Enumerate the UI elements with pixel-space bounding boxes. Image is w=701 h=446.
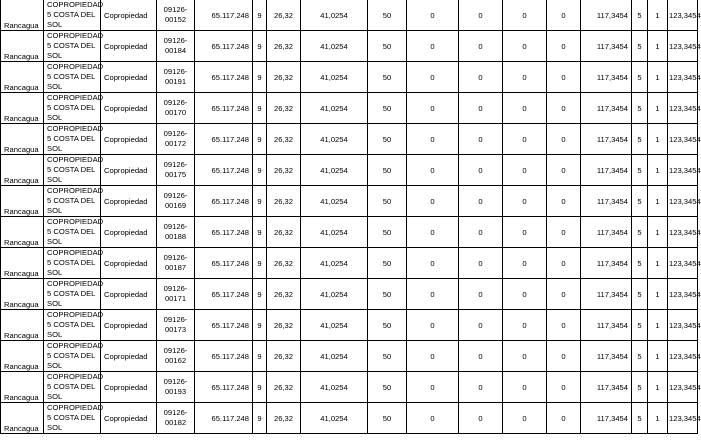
cell-amount[interactable]: 65.117.248	[195, 0, 253, 31]
table-row	[1, 186, 698, 217]
cell-base[interactable]: 50	[368, 124, 407, 155]
cell-count[interactable]: 9	[253, 0, 267, 31]
cell-amount[interactable]: 65.117.248	[195, 124, 253, 155]
cell-city[interactable]: Rancagua	[1, 186, 44, 217]
table-row	[1, 279, 698, 310]
cell-total1[interactable]: 117,3454	[581, 217, 632, 248]
cell-rate[interactable]: 26,32	[267, 372, 301, 403]
cell-n2[interactable]: 1	[648, 93, 668, 124]
cell-count[interactable]: 9	[253, 372, 267, 403]
cell-col-b[interactable]: 0	[459, 186, 503, 217]
cell-n2[interactable]: 1	[648, 279, 668, 310]
cell-type[interactable]: Copropiedad	[101, 372, 157, 403]
cell-col-b[interactable]: 0	[459, 155, 503, 186]
cell-col-c[interactable]: 0	[503, 93, 547, 124]
cell-city[interactable]: Rancagua	[1, 403, 44, 434]
cell-code[interactable]: 09126-00182	[157, 403, 195, 434]
cell-n1[interactable]: 5	[632, 248, 648, 279]
table-row	[1, 155, 698, 186]
cell-name[interactable]: COPROPIEDAD 5 COSTA DEL SOL	[44, 93, 101, 124]
cell-base[interactable]: 50	[368, 279, 407, 310]
cell-col-b[interactable]: 0	[459, 217, 503, 248]
cell-col-a[interactable]: 0	[407, 310, 459, 341]
cell-n1[interactable]: 5	[632, 155, 648, 186]
cell-city[interactable]: Rancagua	[1, 279, 44, 310]
cell-city[interactable]: Rancagua	[1, 93, 44, 124]
cell-type[interactable]: Copropiedad	[101, 155, 157, 186]
cell-code[interactable]: 09126-00187	[157, 248, 195, 279]
cell-type[interactable]: Copropiedad	[101, 186, 157, 217]
cell-count[interactable]: 9	[253, 403, 267, 434]
cell-col-c[interactable]: 0	[503, 341, 547, 372]
cell-col-d[interactable]: 0	[547, 0, 581, 31]
cell-code[interactable]: 09126-00173	[157, 310, 195, 341]
cell-code[interactable]: 09126-00184	[157, 31, 195, 62]
cell-col-d[interactable]: 0	[547, 217, 581, 248]
cell-name[interactable]: COPROPIEDAD 5 COSTA DEL SOL	[44, 0, 101, 31]
cell-value[interactable]: 41,0254	[301, 155, 368, 186]
cell-total2[interactable]: 123,3454	[668, 93, 698, 124]
cell-total1[interactable]: 117,3454	[581, 341, 632, 372]
cell-col-a[interactable]: 0	[407, 31, 459, 62]
cell-col-b[interactable]: 0	[459, 341, 503, 372]
cell-count[interactable]: 9	[253, 62, 267, 93]
cell-rate[interactable]: 26,32	[267, 93, 301, 124]
cell-n1[interactable]: 5	[632, 0, 648, 31]
cell-count[interactable]: 9	[253, 279, 267, 310]
cell-col-c[interactable]: 0	[503, 279, 547, 310]
cell-type[interactable]: Copropiedad	[101, 93, 157, 124]
cell-amount[interactable]: 65.117.248	[195, 62, 253, 93]
cell-col-c[interactable]: 0	[503, 372, 547, 403]
cell-n2[interactable]: 1	[648, 31, 668, 62]
cell-col-c[interactable]: 0	[503, 186, 547, 217]
cell-type[interactable]: Copropiedad	[101, 248, 157, 279]
cell-col-d[interactable]: 0	[547, 248, 581, 279]
cell-code[interactable]: 09126-00175	[157, 155, 195, 186]
cell-count[interactable]: 9	[253, 31, 267, 62]
cell-n2[interactable]: 1	[648, 372, 668, 403]
cell-col-a[interactable]: 0	[407, 93, 459, 124]
cell-value[interactable]: 41,0254	[301, 124, 368, 155]
cell-col-b[interactable]: 0	[459, 372, 503, 403]
cell-name[interactable]: COPROPIEDAD 5 COSTA DEL SOL	[44, 186, 101, 217]
cell-col-d[interactable]: 0	[547, 186, 581, 217]
cell-type[interactable]: Copropiedad	[101, 62, 157, 93]
cell-total2[interactable]: 123,3454	[668, 310, 698, 341]
cell-col-a[interactable]: 0	[407, 372, 459, 403]
cell-n1[interactable]: 5	[632, 186, 648, 217]
cell-total2[interactable]: 123,3454	[668, 217, 698, 248]
cell-type[interactable]: Copropiedad	[101, 217, 157, 248]
cell-total2[interactable]: 123,3454	[668, 372, 698, 403]
cell-value[interactable]: 41,0254	[301, 62, 368, 93]
cell-name[interactable]: COPROPIEDAD 5 COSTA DEL SOL	[44, 341, 101, 372]
cell-city[interactable]: Rancagua	[1, 62, 44, 93]
cell-col-a[interactable]: 0	[407, 341, 459, 372]
cell-total2[interactable]: 123,3454	[668, 31, 698, 62]
cell-col-c[interactable]: 0	[503, 248, 547, 279]
cell-base[interactable]: 50	[368, 310, 407, 341]
cell-count[interactable]: 9	[253, 248, 267, 279]
cell-count[interactable]: 9	[253, 310, 267, 341]
cell-total2[interactable]: 123,3454	[668, 0, 698, 31]
cell-total1[interactable]: 117,3454	[581, 0, 632, 31]
cell-n1[interactable]: 5	[632, 341, 648, 372]
cell-col-c[interactable]: 0	[503, 31, 547, 62]
cell-col-b[interactable]: 0	[459, 31, 503, 62]
cell-rate[interactable]: 26,32	[267, 279, 301, 310]
cell-col-d[interactable]: 0	[547, 310, 581, 341]
cell-value[interactable]: 41,0254	[301, 372, 368, 403]
cell-base[interactable]: 50	[368, 0, 407, 31]
cell-rate[interactable]: 26,32	[267, 124, 301, 155]
cell-base[interactable]: 50	[368, 217, 407, 248]
cell-total1[interactable]: 117,3454	[581, 93, 632, 124]
cell-total1[interactable]: 117,3454	[581, 155, 632, 186]
cell-type[interactable]: Copropiedad	[101, 124, 157, 155]
cell-name[interactable]: COPROPIEDAD 5 COSTA DEL SOL	[44, 310, 101, 341]
cell-col-c[interactable]: 0	[503, 124, 547, 155]
cell-city[interactable]: Rancagua	[1, 341, 44, 372]
cell-total1[interactable]: 117,3454	[581, 279, 632, 310]
cell-n1[interactable]: 5	[632, 372, 648, 403]
cell-rate[interactable]: 26,32	[267, 186, 301, 217]
cell-total1[interactable]: 117,3454	[581, 248, 632, 279]
table-row	[1, 93, 698, 124]
cell-n1[interactable]: 5	[632, 124, 648, 155]
cell-count[interactable]: 9	[253, 155, 267, 186]
cell-name[interactable]: COPROPIEDAD 5 COSTA DEL SOL	[44, 62, 101, 93]
cell-col-a[interactable]: 0	[407, 0, 459, 31]
cell-col-a[interactable]: 0	[407, 403, 459, 434]
cell-total2[interactable]: 123,3454	[668, 341, 698, 372]
cell-col-b[interactable]: 0	[459, 403, 503, 434]
cell-value[interactable]: 41,0254	[301, 0, 368, 31]
cell-count[interactable]: 9	[253, 341, 267, 372]
cell-n2[interactable]: 1	[648, 124, 668, 155]
cell-amount[interactable]: 65.117.248	[195, 372, 253, 403]
cell-city[interactable]: Rancagua	[1, 248, 44, 279]
cell-n2[interactable]: 1	[648, 217, 668, 248]
cell-col-c[interactable]: 0	[503, 310, 547, 341]
cell-total1[interactable]: 117,3454	[581, 310, 632, 341]
cell-base[interactable]: 50	[368, 31, 407, 62]
cell-city[interactable]: Rancagua	[1, 31, 44, 62]
cell-base[interactable]: 50	[368, 248, 407, 279]
cell-total1[interactable]: 117,3454	[581, 186, 632, 217]
cell-code[interactable]: 09126-00172	[157, 124, 195, 155]
cell-col-a[interactable]: 0	[407, 155, 459, 186]
cell-col-b[interactable]: 0	[459, 279, 503, 310]
cell-col-d[interactable]: 0	[547, 279, 581, 310]
cell-amount[interactable]: 65.117.248	[195, 31, 253, 62]
cell-code[interactable]: 09126-00169	[157, 186, 195, 217]
cell-count[interactable]: 9	[253, 124, 267, 155]
cell-total2[interactable]: 123,3454	[668, 279, 698, 310]
cell-name[interactable]: COPROPIEDAD 5 COSTA DEL SOL	[44, 403, 101, 434]
cell-col-a[interactable]: 0	[407, 217, 459, 248]
cell-base[interactable]: 50	[368, 155, 407, 186]
cell-type[interactable]: Copropiedad	[101, 403, 157, 434]
cell-city[interactable]: Rancagua	[1, 155, 44, 186]
cell-col-a[interactable]: 0	[407, 186, 459, 217]
cell-total2[interactable]: 123,3454	[668, 248, 698, 279]
cell-total2[interactable]: 123,3454	[668, 124, 698, 155]
cell-value[interactable]: 41,0254	[301, 217, 368, 248]
cell-code[interactable]: 09126-00170	[157, 93, 195, 124]
cell-value[interactable]: 41,0254	[301, 310, 368, 341]
cell-code[interactable]: 09126-00188	[157, 217, 195, 248]
cell-col-b[interactable]: 0	[459, 62, 503, 93]
cell-value[interactable]: 41,0254	[301, 186, 368, 217]
cell-rate[interactable]: 26,32	[267, 248, 301, 279]
cell-city[interactable]: Rancagua	[1, 124, 44, 155]
cell-col-d[interactable]: 0	[547, 93, 581, 124]
cell-n1[interactable]: 5	[632, 93, 648, 124]
cell-total2[interactable]: 123,3454	[668, 403, 698, 434]
cell-total2[interactable]: 123,3454	[668, 186, 698, 217]
table-row	[1, 0, 698, 31]
cell-col-c[interactable]: 0	[503, 0, 547, 31]
cell-n1[interactable]: 5	[632, 403, 648, 434]
cell-col-d[interactable]: 0	[547, 403, 581, 434]
cell-value[interactable]: 41,0254	[301, 248, 368, 279]
cell-count[interactable]: 9	[253, 186, 267, 217]
cell-total2[interactable]: 123,3454	[668, 62, 698, 93]
table-row	[1, 341, 698, 372]
table-row	[1, 124, 698, 155]
cell-amount[interactable]: 65.117.248	[195, 403, 253, 434]
cell-col-c[interactable]: 0	[503, 155, 547, 186]
cell-rate[interactable]: 26,32	[267, 0, 301, 31]
cell-col-d[interactable]: 0	[547, 155, 581, 186]
cell-n2[interactable]: 1	[648, 310, 668, 341]
cell-col-a[interactable]: 0	[407, 124, 459, 155]
cell-base[interactable]: 50	[368, 341, 407, 372]
cell-rate[interactable]: 26,32	[267, 217, 301, 248]
cell-n2[interactable]: 1	[648, 403, 668, 434]
table-row	[1, 217, 698, 248]
table-row	[1, 372, 698, 403]
cell-amount[interactable]: 65.117.248	[195, 341, 253, 372]
cell-name[interactable]: COPROPIEDAD 5 COSTA DEL SOL	[44, 31, 101, 62]
table-row	[1, 31, 698, 62]
cell-col-d[interactable]: 0	[547, 124, 581, 155]
cell-n2[interactable]: 1	[648, 0, 668, 31]
cell-name[interactable]: COPROPIEDAD 5 COSTA DEL SOL	[44, 155, 101, 186]
cell-rate[interactable]: 26,32	[267, 31, 301, 62]
cell-type[interactable]: Copropiedad	[101, 0, 157, 31]
cell-rate[interactable]: 26,32	[267, 403, 301, 434]
cell-col-b[interactable]: 0	[459, 248, 503, 279]
cell-city[interactable]: Rancagua	[1, 217, 44, 248]
cell-total1[interactable]: 117,3454	[581, 124, 632, 155]
cell-rate[interactable]: 26,32	[267, 155, 301, 186]
cell-city[interactable]: Rancagua	[1, 372, 44, 403]
cell-base[interactable]: 50	[368, 93, 407, 124]
cell-n2[interactable]: 1	[648, 248, 668, 279]
table-row	[1, 62, 698, 93]
cell-col-b[interactable]: 0	[459, 124, 503, 155]
cell-n1[interactable]: 5	[632, 310, 648, 341]
cell-name[interactable]: COPROPIEDAD 5 COSTA DEL SOL	[44, 279, 101, 310]
cell-value[interactable]: 41,0254	[301, 403, 368, 434]
cell-base[interactable]: 50	[368, 403, 407, 434]
cell-col-d[interactable]: 0	[547, 341, 581, 372]
cell-col-b[interactable]: 0	[459, 93, 503, 124]
cell-amount[interactable]: 65.117.248	[195, 248, 253, 279]
cell-name[interactable]: COPROPIEDAD 5 COSTA DEL SOL	[44, 124, 101, 155]
cell-total2[interactable]: 123,3454	[668, 155, 698, 186]
cell-col-a[interactable]: 0	[407, 248, 459, 279]
cell-code[interactable]: 09126-00152	[157, 0, 195, 31]
cell-name[interactable]: COPROPIEDAD 5 COSTA DEL SOL	[44, 217, 101, 248]
cell-count[interactable]: 9	[253, 93, 267, 124]
cell-type[interactable]: Copropiedad	[101, 279, 157, 310]
cell-n2[interactable]: 1	[648, 186, 668, 217]
cell-amount[interactable]: 65.117.248	[195, 155, 253, 186]
cell-rate[interactable]: 26,32	[267, 62, 301, 93]
cell-code[interactable]: 09126-00162	[157, 341, 195, 372]
cell-city[interactable]: Rancagua	[1, 0, 44, 31]
cell-n1[interactable]: 5	[632, 62, 648, 93]
cell-total1[interactable]: 117,3454	[581, 403, 632, 434]
cell-total1[interactable]: 117,3454	[581, 372, 632, 403]
cell-type[interactable]: Copropiedad	[101, 31, 157, 62]
cell-base[interactable]: 50	[368, 62, 407, 93]
cell-type[interactable]: Copropiedad	[101, 341, 157, 372]
cell-value[interactable]: 41,0254	[301, 341, 368, 372]
cell-amount[interactable]: 65.117.248	[195, 279, 253, 310]
cell-amount[interactable]: 65.117.248	[195, 186, 253, 217]
cell-n2[interactable]: 1	[648, 341, 668, 372]
cell-amount[interactable]: 65.117.248	[195, 310, 253, 341]
cell-value[interactable]: 41,0254	[301, 31, 368, 62]
cell-code[interactable]: 09126-00171	[157, 279, 195, 310]
cell-col-b[interactable]: 0	[459, 0, 503, 31]
cell-city[interactable]: Rancagua	[1, 310, 44, 341]
cell-total1[interactable]: 117,3454	[581, 62, 632, 93]
cell-code[interactable]: 09126-00191	[157, 62, 195, 93]
table-row	[1, 403, 698, 434]
table-row	[1, 310, 698, 341]
cell-n2[interactable]: 1	[648, 62, 668, 93]
cell-value[interactable]: 41,0254	[301, 93, 368, 124]
cell-rate[interactable]: 26,32	[267, 310, 301, 341]
cell-n1[interactable]: 5	[632, 31, 648, 62]
cell-amount[interactable]: 65.117.248	[195, 217, 253, 248]
cell-n1[interactable]: 5	[632, 279, 648, 310]
cell-col-a[interactable]: 0	[407, 279, 459, 310]
cell-col-d[interactable]: 0	[547, 62, 581, 93]
table-body	[1, 0, 701, 434]
cell-col-c[interactable]: 0	[503, 217, 547, 248]
cell-name[interactable]: COPROPIEDAD 5 COSTA DEL SOL	[44, 248, 101, 279]
cell-total1[interactable]: 117,3454	[581, 31, 632, 62]
cell-col-d[interactable]: 0	[547, 31, 581, 62]
cell-base[interactable]: 50	[368, 186, 407, 217]
cell-code[interactable]: 09126-00193	[157, 372, 195, 403]
cell-col-b[interactable]: 0	[459, 310, 503, 341]
cell-value[interactable]: 41,0254	[301, 279, 368, 310]
cell-n2[interactable]: 1	[648, 155, 668, 186]
cell-count[interactable]: 9	[253, 217, 267, 248]
cell-col-d[interactable]: 0	[547, 372, 581, 403]
cell-amount[interactable]: 65.117.248	[195, 93, 253, 124]
cell-rate[interactable]: 26,32	[267, 341, 301, 372]
table-row	[1, 248, 698, 279]
cell-n1[interactable]: 5	[632, 217, 648, 248]
cell-type[interactable]: Copropiedad	[101, 310, 157, 341]
cell-col-a[interactable]: 0	[407, 62, 459, 93]
cell-name[interactable]: COPROPIEDAD 5 COSTA DEL SOL	[44, 372, 101, 403]
cell-col-c[interactable]: 0	[503, 403, 547, 434]
cell-col-c[interactable]: 0	[503, 62, 547, 93]
cell-base[interactable]: 50	[368, 372, 407, 403]
